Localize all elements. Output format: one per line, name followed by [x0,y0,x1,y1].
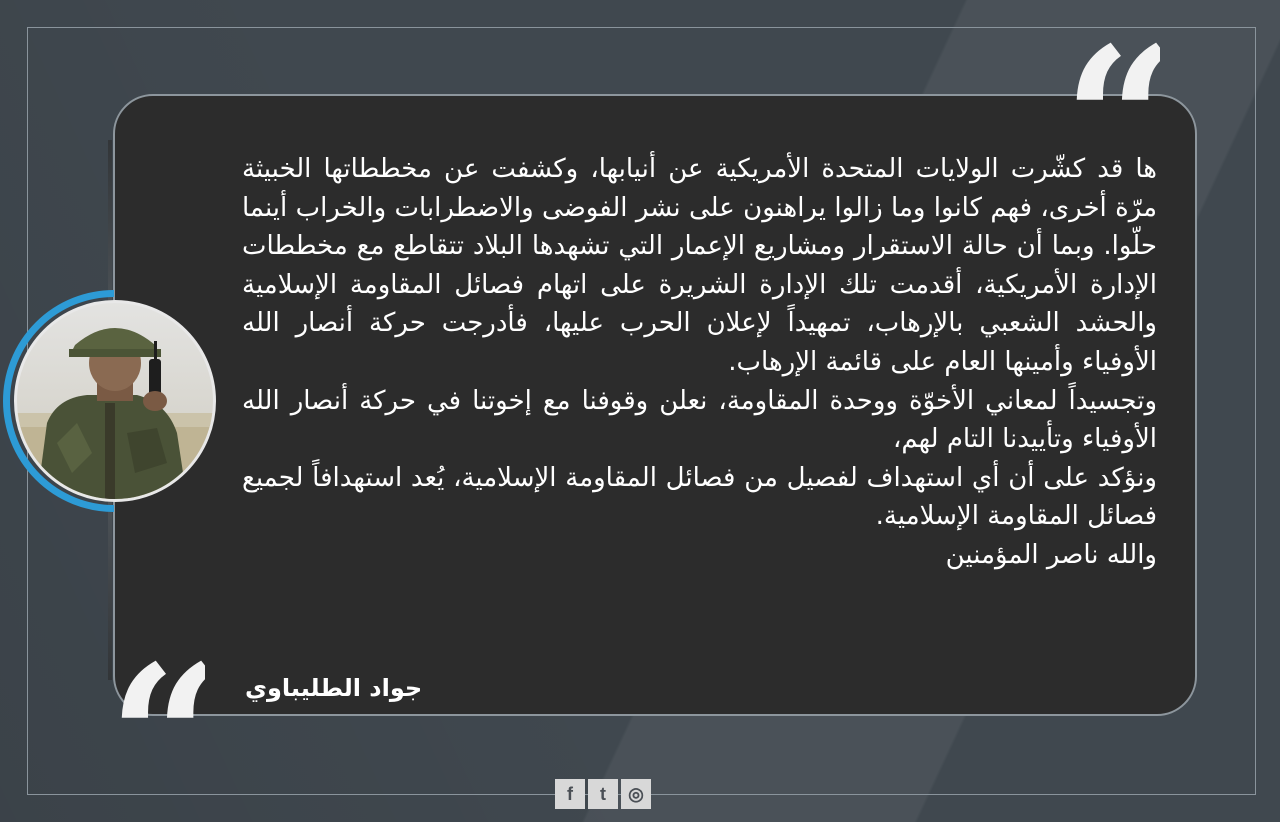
instagram-icon[interactable]: ◎ [621,779,651,809]
quote-open-icon: “ [1062,22,1160,142]
social-links [555,779,651,809]
author-name: جواد الطليباوي [245,674,423,702]
twitter-icon[interactable]: t [588,779,618,809]
quote-text [242,150,1157,575]
quote-paragraph: والله ناصر المؤمنين [945,539,1157,570]
facebook-icon[interactable]: f [555,779,585,809]
quote-close-icon: “ [108,640,206,760]
soldier-illustration [17,303,213,499]
quote-paragraph: ها قد كشّرت الولايات المتحدة الأمريكية عن أنيابها، وكشفت عن مخططاتها الخبيثة مرّة أخرى، فهم كانوا وما زالوا يراهنون على نشر الفوضى والاضطرابات والخراب أينما حلّوا. وبما أن حالة الاستقرار ومشاريع الإعمار التي تشهدها البلاد تتقاطع مع مخططات الإدارة الأمريكية، أقدمت تلك الإدارة الشريرة على اتهام فصائل المقاومة الإسلامية والحشد الشعبي بالإرهاب، تمهيداً لإعلان الحرب عليها، فأدرجت حركة أنصار الله الأوفياء وأمينها العام على قائمة الإرهاب. [242,154,1157,377]
quote-paragraph: ونؤكد على أن أي استهداف لفصيل من فصائل المقاومة الإسلامية، يُعد استهدافاً لجميع فصائل المقاومة الإسلامية. [242,462,1157,532]
quote-paragraph: وتجسيداً لمعاني الأخوّة ووحدة المقاومة، نعلن وقوفنا مع إخوتنا في حركة أنصار الله الأوفياء وتأييدنا التام لهم، [242,385,1157,455]
author-photo [14,300,216,502]
